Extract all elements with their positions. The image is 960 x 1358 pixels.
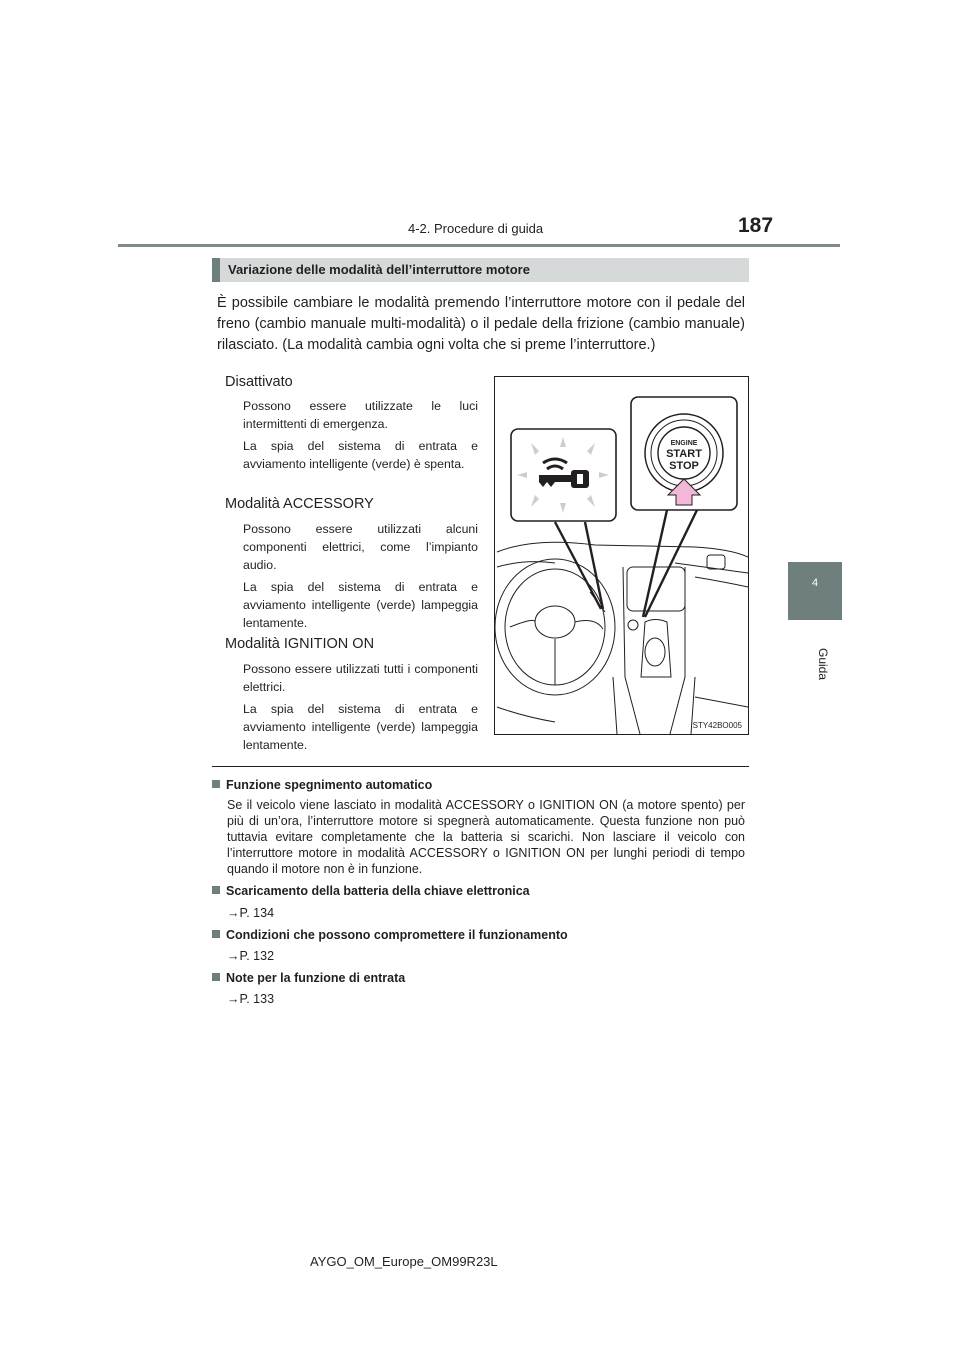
intro-paragraph: È possibile cambiare le modalità premendo l’interruttore motore con il pedale del freno (cambio manuale multi-modalità) o il pedale della frizione (cambio manuale) rilasciato. (La modalità cambia ogni volta che si preme l’interruttore.) xyxy=(217,295,745,353)
mode-desc: La spia del sistema di entrata e avviamento intelligente (verde) lampeggia lentamente. xyxy=(243,702,478,752)
dashboard-figure xyxy=(494,376,749,735)
note-body: Se il veicolo viene lasciato in modalità ACCESSORY o IGNITION ON (a motore spento) per più di un’ora, l’interruttore motore si spegnerà automaticamente. Questa funzione non può tuttavia evitare completamente che la batteria si scarichi. Non lasciare il veicolo con l’interruttore motore in modalità ACCESSORY o IGNITION ON per lunghi periodi di tempo quando il motore non è in funzione. xyxy=(227,798,745,876)
mode-title-accessory: Modalità ACCESSORY xyxy=(225,496,374,512)
page-reference: →P. 132 xyxy=(227,949,275,963)
note-heading xyxy=(212,971,405,985)
mode-desc: La spia del sistema di entrata e avviamento intelligente (verde) è spenta. xyxy=(243,439,478,471)
button-text-start: START xyxy=(666,448,702,460)
dashboard-illustration xyxy=(495,377,748,734)
mode-title-ignition-on: Modalità IGNITION ON xyxy=(225,636,375,652)
sub-heading-bar xyxy=(212,258,220,282)
note-bullet-icon xyxy=(212,930,220,938)
note-bullet-icon xyxy=(212,886,220,894)
note-title: Funzione spegnimento automatico xyxy=(226,778,433,792)
header-rule xyxy=(118,244,840,247)
note-heading xyxy=(212,884,530,898)
chapter-tab: 4 xyxy=(788,562,842,620)
page-reference: →P. 134 xyxy=(227,906,275,920)
document-code: AYGO_OM_Europe_OM99R23L xyxy=(310,1254,498,1269)
button-text-engine: ENGINE xyxy=(670,440,698,447)
note-heading xyxy=(212,928,568,942)
button-text-stop: STOP xyxy=(669,460,699,472)
section-divider xyxy=(212,766,749,767)
note-title: Note per la funzione di entrata xyxy=(226,971,406,985)
page-reference: →P. 133 xyxy=(227,992,275,1006)
note-bullet-icon xyxy=(212,780,220,788)
note-title: Scaricamento della batteria della chiave elettronica xyxy=(226,884,530,898)
chapter-label: Guida xyxy=(816,648,830,681)
note-heading xyxy=(212,778,432,792)
mode-desc: Possono essere utilizzate le luci intermittenti di emergenza. xyxy=(243,399,478,431)
figure-code: STY42BO005 xyxy=(692,721,742,730)
sub-heading-text: Variazione delle modalità dell’interruttore motore xyxy=(228,262,530,277)
note-bullet-icon xyxy=(212,973,220,981)
note-title: Condizioni che possono compromettere il funzionamento xyxy=(226,928,568,942)
mode-desc: Possono essere utilizzati alcuni componenti elettrici, come l’impianto audio. xyxy=(243,522,478,572)
sub-heading xyxy=(212,258,749,282)
mode-desc: Possono essere utilizzati tutti i componenti elettrici. xyxy=(243,662,478,694)
section-title: 4-2. Procedure di guida xyxy=(408,221,544,236)
page-number: 187 xyxy=(738,214,774,237)
mode-title-off: Disattivato xyxy=(225,374,293,390)
mode-desc: La spia del sistema di entrata e avviamento intelligente (verde) lampeggia lentamente. xyxy=(243,580,478,630)
